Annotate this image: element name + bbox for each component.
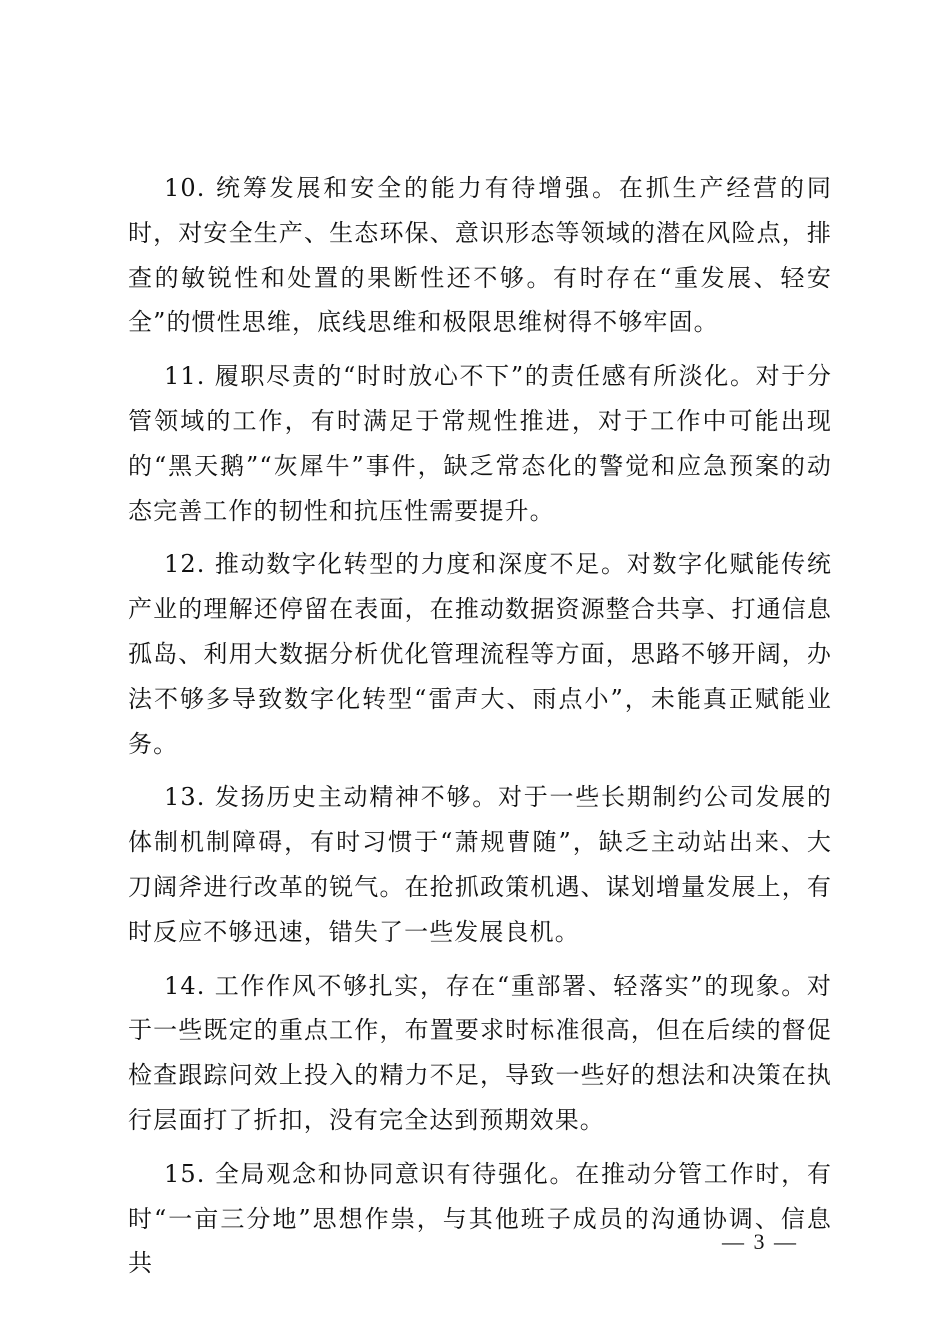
- paragraph-14: 14. 工作作风不够扎实，存在“重部署、轻落实”的现象。对于一些既定的重点工作，布置要求时标准很高，但在后续的督促检查跟踪问效上投入的精力不足，导致一些好的想法和决策在执行层面打了折扣，没有完全达到预期效果。: [128, 971, 832, 1134]
- page-number: — 3 —: [722, 1229, 798, 1254]
- paragraph-10: 10. 统筹发展和安全的能力有待增强。在抓生产经营的同时，对安全生产、生态环保、意识形态等领域的潜在风险点，排查的敏锐性和处置的果断性还不够。有时存在“重发展、轻安全”的惯性思维，底线思维和极限思维树得不够牢固。: [128, 174, 832, 337]
- document-body: [128, 166, 832, 1295]
- paragraph-15: 15. 全局观念和协同意识有待强化。在推动分管工作时，有时“一亩三分地”思想作祟，与其他班子成员的沟通协调、信息共: [128, 1159, 832, 1278]
- paragraph-11: 11. 履职尽责的“时时放心不下”的责任感有所淡化。对于分管领域的工作，有时满足于常规性推进，对于工作中可能出现的“黑天鹅”“灰犀牛”事件，缺乏常态化的警觉和应急预案的动态完善工作的韧性和抗压性需要提升。: [128, 362, 832, 525]
- paragraph-12: 12. 推动数字化转型的力度和深度不足。对数字化赋能传统产业的理解还停留在表面，在推动数据资源整合共享、打通信息孤岛、利用大数据分析优化管理流程等方面，思路不够开阔，办法不够多导致数字化转型“雷声大、雨点小”，未能真正赋能业务。: [128, 550, 832, 758]
- paragraph-13: 13. 发扬历史主动精神不够。对于一些长期制约公司发展的体制机制障碍，有时习惯于“萧规曹随”，缺乏主动站出来、大刀阔斧进行改革的锐气。在抢抓政策机遇、谋划增量发展上，有时反应不够迅速，错失了一些发展良机。: [128, 783, 832, 946]
